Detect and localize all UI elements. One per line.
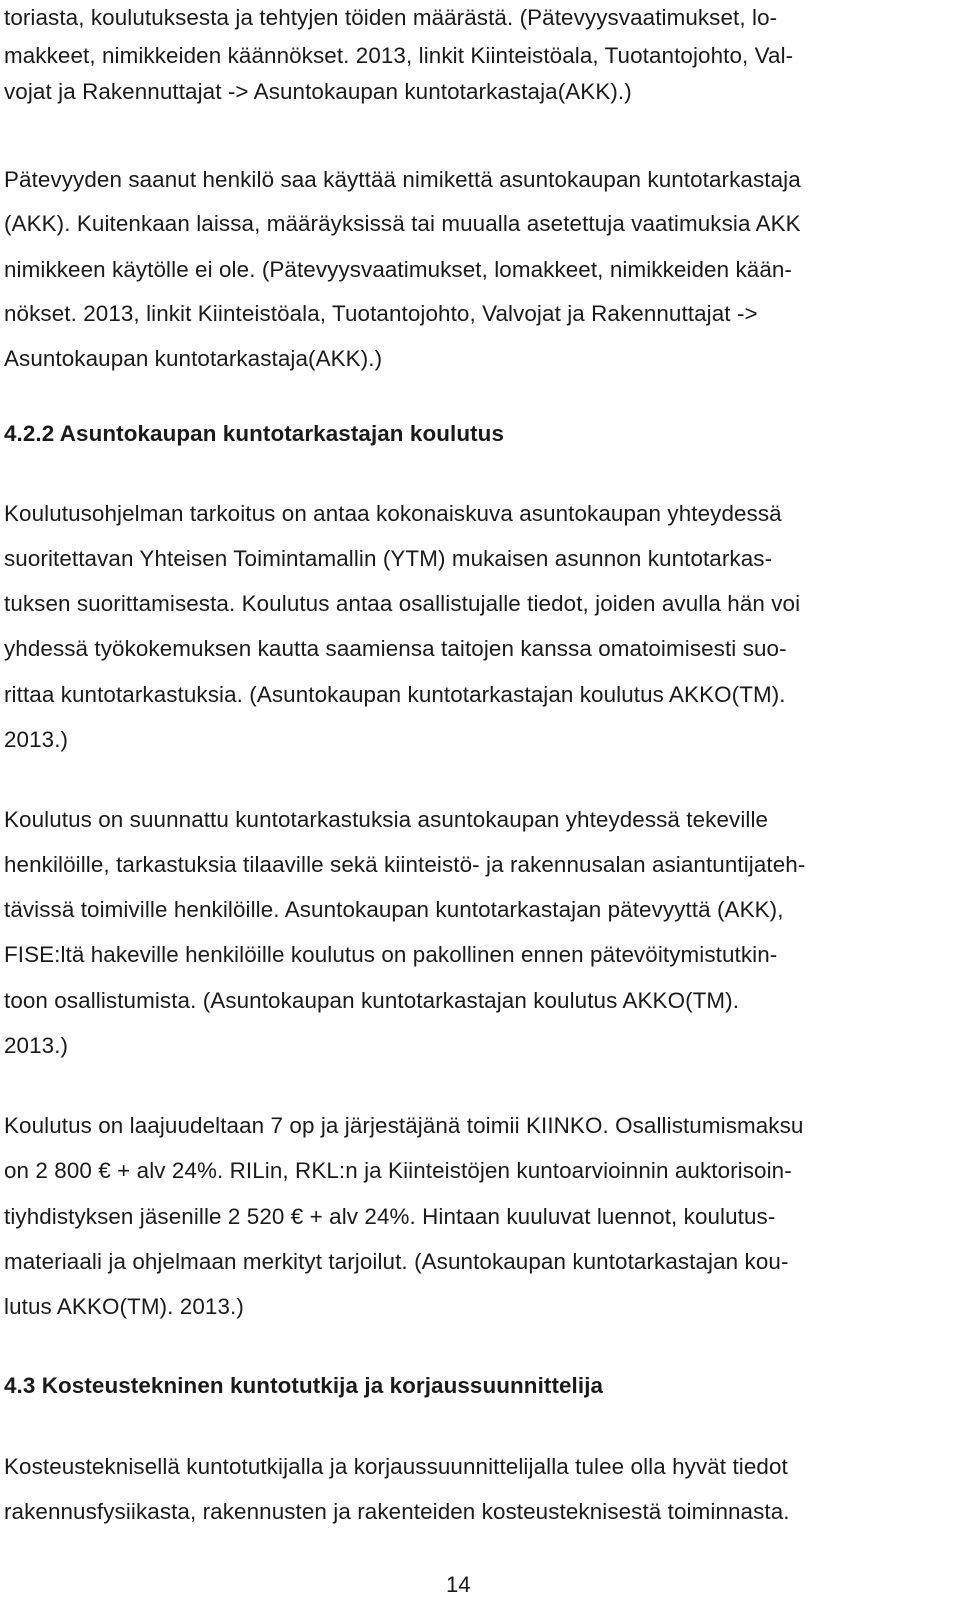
paragraph-line: FISE:ltä hakeville henkilöille koulutus on pakollinen ennen pätevöitymistutkin- — [4, 942, 778, 967]
paragraph-line: materiaali ja ohjelmaan merkityt tarjoilut. (Asuntokaupan kuntotarkastajan kou- — [4, 1249, 789, 1274]
paragraph-line: henkilöille, tarkastuksia tilaaville sekä kiinteistö- ja rakennusalan asiantuntijateh- — [4, 852, 806, 877]
paragraph-line: Asuntokaupan kuntotarkastaja(AKK).) — [4, 346, 383, 371]
paragraph-line: yhdessä työkokemuksen kautta saamiensa taitojen kanssa omatoimisesti suo- — [4, 636, 787, 661]
paragraph-line: Koulutusohjelman tarkoitus on antaa kokonaiskuva asuntokaupan yhteydessä — [4, 501, 782, 526]
section-heading: 4.2.2 Asuntokaupan kuntotarkastajan koulutus — [4, 421, 504, 446]
paragraph-line: Koulutus on suunnattu kuntotarkastuksia asuntokaupan yhteydessä tekeville — [4, 807, 769, 832]
paragraph-line: tävissä toimiville henkilöille. Asuntokaupan kuntotarkastajan pätevyyttä (AKK), — [4, 897, 784, 922]
paragraph-line: rittaa kuntotarkastuksia. (Asuntokaupan kuntotarkastajan koulutus AKKO(TM). — [4, 682, 786, 707]
section-heading: 4.3 Kosteustekninen kuntotutkija ja korjaussuunnittelija — [4, 1373, 604, 1398]
paragraph-line: (AKK). Kuitenkaan laissa, määräyksissä tai muualla asetettuja vaatimuksia AKK — [4, 211, 801, 236]
paragraph-line: makkeet, nimikkeiden käännökset. 2013, linkit Kiinteistöala, Tuotantojohto, Val- — [4, 43, 794, 68]
paragraph-line: lutus AKKO(TM). 2013.) — [4, 1294, 244, 1319]
paragraph-line: Koulutus on laajuudeltaan 7 op ja järjestäjänä toimii KIINKO. Osallistumismaksu — [4, 1113, 804, 1138]
paragraph-line: tuksen suorittamisesta. Koulutus antaa osallistujalle tiedot, joiden avulla hän voi — [4, 591, 801, 616]
paragraph-line: rakennusfysiikasta, rakennusten ja rakenteiden kosteusteknisestä toiminnasta. — [4, 1499, 790, 1524]
paragraph-line: Kosteusteknisellä kuntotutkijalla ja korjaussuunnittelijalla tulee olla hyvät tiedot — [4, 1454, 788, 1479]
page-number: 14 — [446, 1572, 471, 1597]
paragraph-line: 2013.) — [4, 1033, 69, 1058]
paragraph-line: nökset. 2013, linkit Kiinteistöala, Tuotantojohto, Valvojat ja Rakennuttajat -> — [4, 301, 758, 326]
paragraph-line: 2013.) — [4, 727, 69, 752]
paragraph-line: nimikkeen käytölle ei ole. (Pätevyysvaatimukset, lomakkeet, nimikkeiden kään- — [4, 257, 792, 282]
paragraph-line: toon osallistumista. (Asuntokaupan kuntotarkastajan koulutus AKKO(TM). — [4, 988, 740, 1013]
paragraph-line: suoritettavan Yhteisen Toimintamallin (YTM) mukaisen asunnon kuntotarkas- — [4, 546, 773, 571]
paragraph-line: vojat ja Rakennuttajat -> Asuntokaupan kuntotarkastaja(AKK).) — [4, 79, 632, 104]
paragraph-line: Pätevyyden saanut henkilö saa käyttää nimikettä asuntokaupan kuntotarkastaja — [4, 167, 801, 192]
paragraph-line: toriasta, koulutuksesta ja tehtyjen töiden määrästä. (Pätevyysvaatimukset, lo- — [4, 5, 778, 30]
paragraph-line: on 2 800 € + alv 24%. RILin, RKL:n ja Kiinteistöjen kuntoarvioinnin auktorisoin- — [4, 1158, 792, 1183]
paragraph-line: tiyhdistyksen jäsenille 2 520 € + alv 24%. Hintaan kuuluvat luennot, koulutus- — [4, 1204, 776, 1229]
